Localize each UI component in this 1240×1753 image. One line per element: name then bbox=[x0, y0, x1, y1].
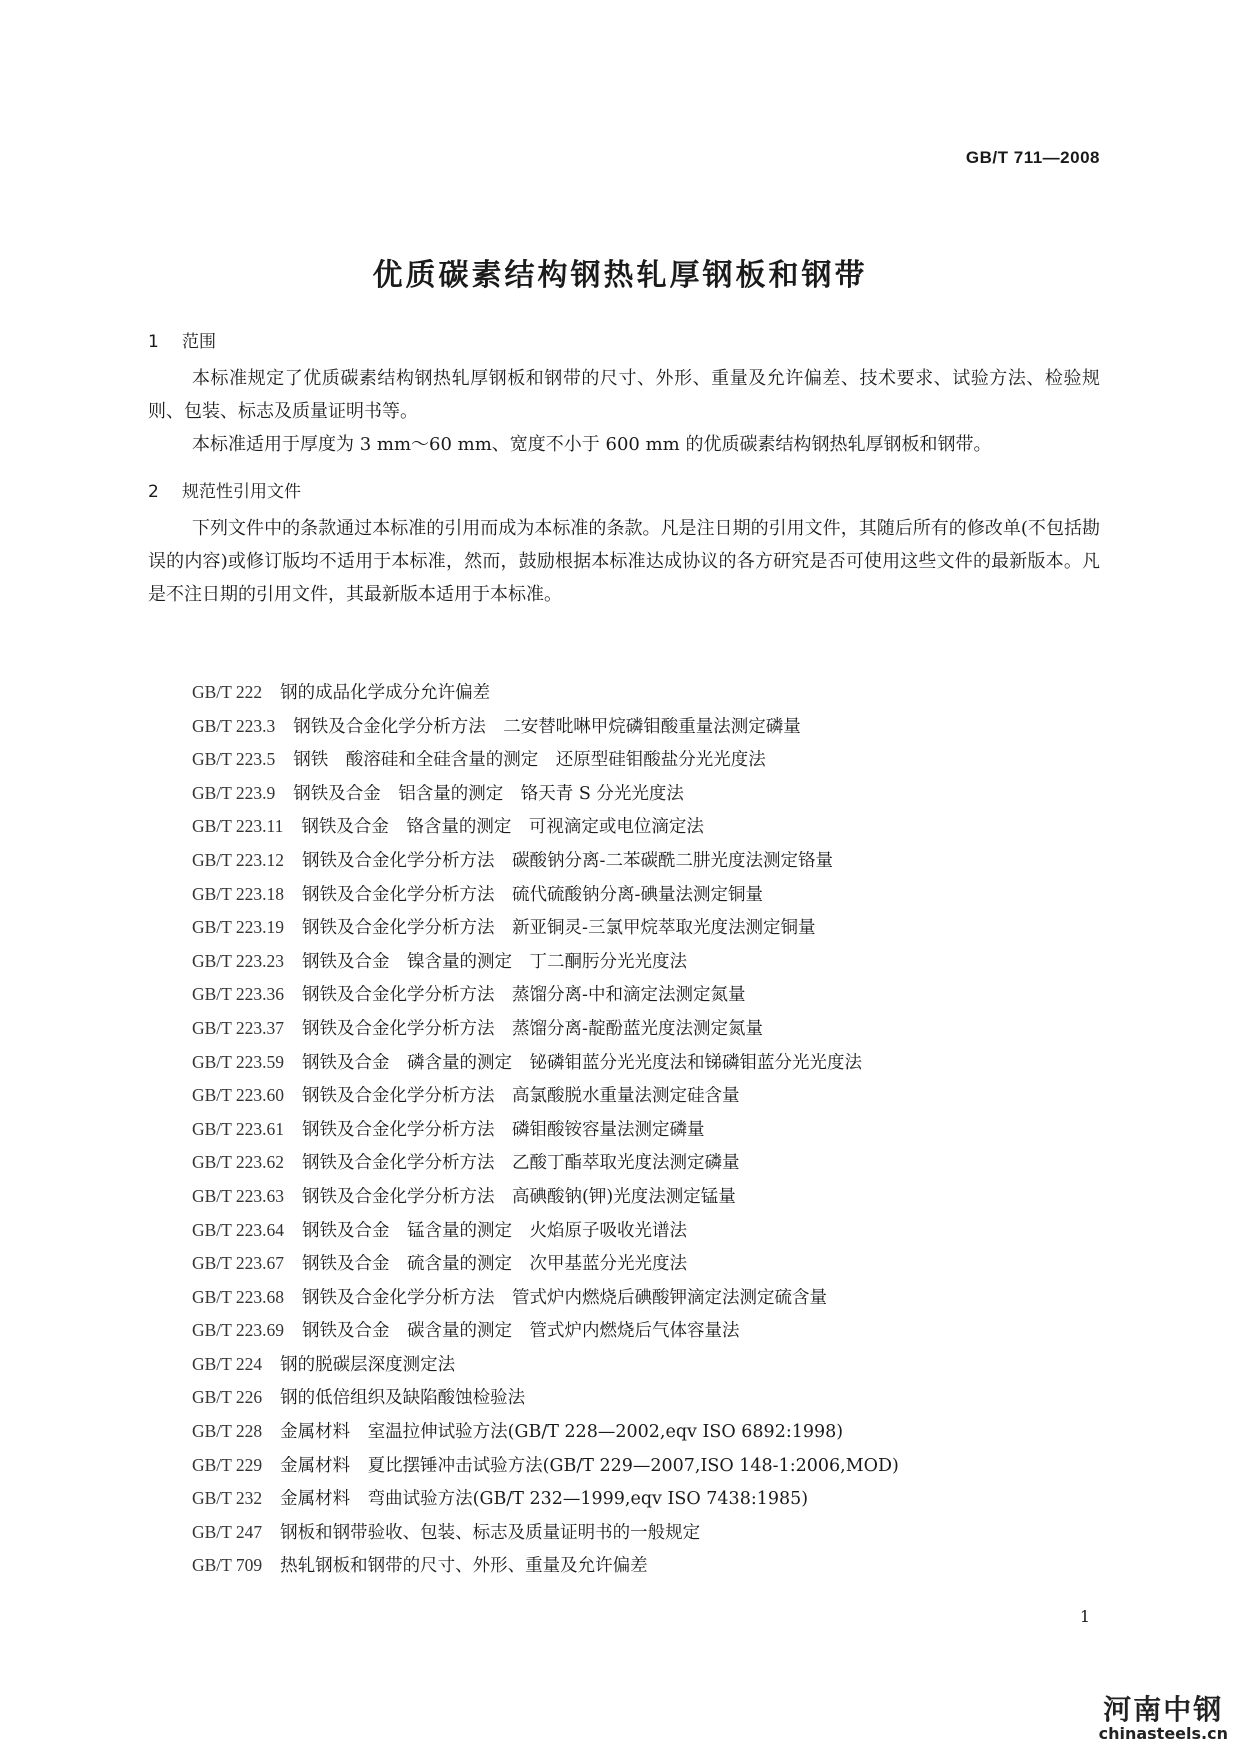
reference-item bbox=[192, 1381, 1092, 1415]
reference-title: 钢铁 酸溶硅和全硅含量的测定 还原型硅钼酸盐分光光度法 bbox=[293, 750, 766, 771]
reference-item bbox=[192, 1046, 1092, 1080]
reference-title: 钢铁及合金 铬含量的测定 可视滴定或电位滴定法 bbox=[301, 817, 704, 838]
reference-code: GB/T 709 bbox=[192, 1555, 263, 1576]
section-title: 范围 bbox=[182, 332, 216, 352]
reference-title: 钢铁及合金化学分析方法 新亚铜灵-三氯甲烷萃取光度法测定铜量 bbox=[302, 918, 816, 939]
reference-item bbox=[192, 1113, 1092, 1147]
reference-item bbox=[192, 810, 1092, 844]
reference-title: 钢铁及合金 硫含量的测定 次甲基蓝分光光度法 bbox=[302, 1254, 688, 1275]
section-number: 2 bbox=[148, 482, 159, 502]
reference-code: GB/T 223.59 bbox=[192, 1051, 285, 1072]
reference-code: GB/T 226 bbox=[192, 1387, 263, 1408]
reference-item bbox=[192, 978, 1092, 1012]
reference-item bbox=[192, 1281, 1092, 1315]
reference-item bbox=[192, 1079, 1092, 1113]
reference-item bbox=[192, 844, 1092, 878]
section-heading-normative-references bbox=[148, 477, 301, 502]
reference-title: 钢铁及合金 碳含量的测定 管式炉内燃烧后气体容量法 bbox=[302, 1321, 740, 1342]
reference-code: GB/T 223.68 bbox=[192, 1286, 285, 1307]
reference-code: GB/T 223.3 bbox=[192, 715, 276, 736]
reference-title: 钢铁及合金 磷含量的测定 铋磷钼蓝分光光度法和锑磷钼蓝分光光度法 bbox=[302, 1052, 863, 1073]
reference-title: 金属材料 弯曲试验方法(GB/T 232—1999,eqv ISO 7438:1985) bbox=[280, 1489, 809, 1510]
reference-code: GB/T 223.36 bbox=[192, 984, 285, 1005]
reference-code: GB/T 222 bbox=[192, 682, 263, 702]
reference-code: GB/T 223.19 bbox=[192, 917, 285, 938]
reference-item bbox=[192, 1214, 1092, 1248]
reference-code: GB/T 223.9 bbox=[192, 782, 276, 803]
section-number: 1 bbox=[148, 332, 159, 352]
reference-item bbox=[192, 945, 1092, 979]
document-title: 优质碳素结构钢热轧厚钢板和钢带 bbox=[372, 258, 868, 293]
reference-title: 钢铁及合金 镍含量的测定 丁二酮肟分光光度法 bbox=[302, 951, 688, 972]
reference-item bbox=[192, 878, 1092, 912]
reference-title: 钢铁及合金 锰含量的测定 火焰原子吸收光谱法 bbox=[302, 1220, 688, 1241]
reference-item bbox=[192, 1516, 1092, 1550]
reference-item bbox=[192, 1247, 1092, 1281]
reference-item bbox=[192, 710, 1092, 744]
reference-code: GB/T 223.67 bbox=[192, 1253, 285, 1274]
watermark-url: chinasteels.cn bbox=[1098, 1724, 1228, 1743]
reference-item bbox=[192, 1415, 1092, 1449]
site-watermark bbox=[1099, 1695, 1228, 1743]
standard-code: GB/T 711—2008 bbox=[965, 148, 1100, 167]
reference-code: GB/T 223.37 bbox=[192, 1017, 285, 1038]
reference-title: 钢铁及合金化学分析方法 蒸馏分离-靛酚蓝光度法测定氮量 bbox=[302, 1018, 763, 1039]
reference-code: GB/T 223.63 bbox=[192, 1185, 285, 1206]
reference-item bbox=[192, 1012, 1092, 1046]
reference-item bbox=[192, 1348, 1092, 1382]
reference-title: 钢板和钢带验收、包装、标志及质量证明书的一般规定 bbox=[280, 1522, 701, 1543]
reference-code: GB/T 229 bbox=[192, 1454, 263, 1475]
reference-code: GB/T 224 bbox=[192, 1353, 263, 1374]
reference-code: GB/T 223.60 bbox=[192, 1085, 285, 1106]
reference-item bbox=[192, 1482, 1092, 1516]
watermark-brand: 河南中钢 bbox=[1103, 1693, 1224, 1726]
reference-item bbox=[192, 676, 1092, 710]
reference-title: 钢的脱碳层深度测定法 bbox=[280, 1354, 456, 1375]
reference-code: GB/T 223.61 bbox=[192, 1118, 285, 1139]
reference-item bbox=[192, 1549, 1092, 1583]
reference-item bbox=[192, 1146, 1092, 1180]
page-number: 1 bbox=[1079, 1607, 1090, 1626]
reference-title: 钢铁及合金化学分析方法 管式炉内燃烧后碘酸钾滴定法测定硫含量 bbox=[302, 1287, 828, 1308]
reference-item bbox=[192, 743, 1092, 777]
reference-title: 金属材料 夏比摆锤冲击试验方法(GB/T 229—2007,ISO 148-1:2006,MOD) bbox=[280, 1455, 899, 1476]
reference-code: GB/T 223.18 bbox=[192, 883, 285, 904]
reference-title: 钢铁及合金化学分析方法 蒸馏分离-中和滴定法测定氮量 bbox=[302, 985, 746, 1006]
reference-title: 钢铁及合金化学分析方法 碳酸钠分离-二苯碳酰二肼光度法测定铬量 bbox=[302, 850, 833, 871]
reference-title: 钢铁及合金化学分析方法 硫代硫酸钠分离-碘量法测定铜量 bbox=[302, 884, 763, 905]
reference-title: 热轧钢板和钢带的尺寸、外形、重量及允许偏差 bbox=[280, 1556, 648, 1577]
reference-item bbox=[192, 777, 1092, 811]
reference-title: 钢铁及合金化学分析方法 高氯酸脱水重量法测定硅含量 bbox=[302, 1086, 740, 1107]
reference-title: 钢铁及合金化学分析方法 乙酸丁酯萃取光度法测定磷量 bbox=[302, 1153, 740, 1174]
reference-title: 钢铁及合金化学分析方法 磷钼酸铵容量法测定磷量 bbox=[302, 1119, 705, 1140]
reference-title: 钢铁及合金化学分析方法 二安替吡啉甲烷磷钼酸重量法测定磷量 bbox=[293, 716, 801, 737]
reference-item bbox=[192, 1449, 1092, 1483]
reference-title: 钢铁及合金 铝含量的测定 铬天青 S 分光光度法 bbox=[293, 783, 684, 804]
reference-title: 钢的低倍组织及缺陷酸蚀检验法 bbox=[280, 1388, 526, 1409]
reference-code: GB/T 223.23 bbox=[192, 950, 285, 971]
reference-item bbox=[192, 1180, 1092, 1214]
reference-code: GB/T 223.69 bbox=[192, 1320, 285, 1341]
reference-code: GB/T 247 bbox=[192, 1521, 263, 1542]
reference-code: GB/T 232 bbox=[192, 1488, 263, 1509]
reference-code: GB/T 223.64 bbox=[192, 1219, 285, 1240]
reference-title: 金属材料 室温拉伸试验方法(GB/T 228—2002,eqv ISO 6892:1998) bbox=[280, 1422, 844, 1443]
paragraph: 本标准适用于厚度为 3 mm～60 mm、宽度不小于 600 mm 的优质碳素结构钢热轧厚钢板和钢带。 bbox=[192, 434, 992, 455]
reference-list bbox=[192, 676, 1092, 1583]
reference-item bbox=[192, 911, 1092, 945]
reference-code: GB/T 228 bbox=[192, 1421, 263, 1442]
reference-code: GB/T 223.62 bbox=[192, 1152, 285, 1173]
paragraph: 本标准规定了优质碳素结构钢热轧厚钢板和钢带的尺寸、外形、重量及允许偏差、技术要求、试验方法、检验规则、包装、标志及质量证明书等。 bbox=[148, 368, 1100, 422]
reference-title: 钢铁及合金化学分析方法 高碘酸钠(钾)光度法测定锰量 bbox=[302, 1186, 736, 1207]
reference-code: GB/T 223.12 bbox=[192, 849, 285, 870]
reference-code: GB/T 223.11 bbox=[192, 816, 284, 837]
section-heading-scope bbox=[148, 327, 216, 352]
section-title: 规范性引用文件 bbox=[182, 482, 301, 502]
reference-title: 钢的成品化学成分允许偏差 bbox=[280, 683, 491, 703]
paragraph: 下列文件中的条款通过本标准的引用而成为本标准的条款。凡是注日期的引用文件，其随后所有的修改单(不包括勘误的内容)或修订版均不适用于本标准，然而，鼓励根据本标准达成协议的各方研究是否可使用这些文件的最新版本。凡是不注日期的引用文件，其最新版本适用于本标准。 bbox=[148, 518, 1100, 605]
reference-item bbox=[192, 1314, 1092, 1348]
reference-code: GB/T 223.5 bbox=[192, 749, 276, 770]
